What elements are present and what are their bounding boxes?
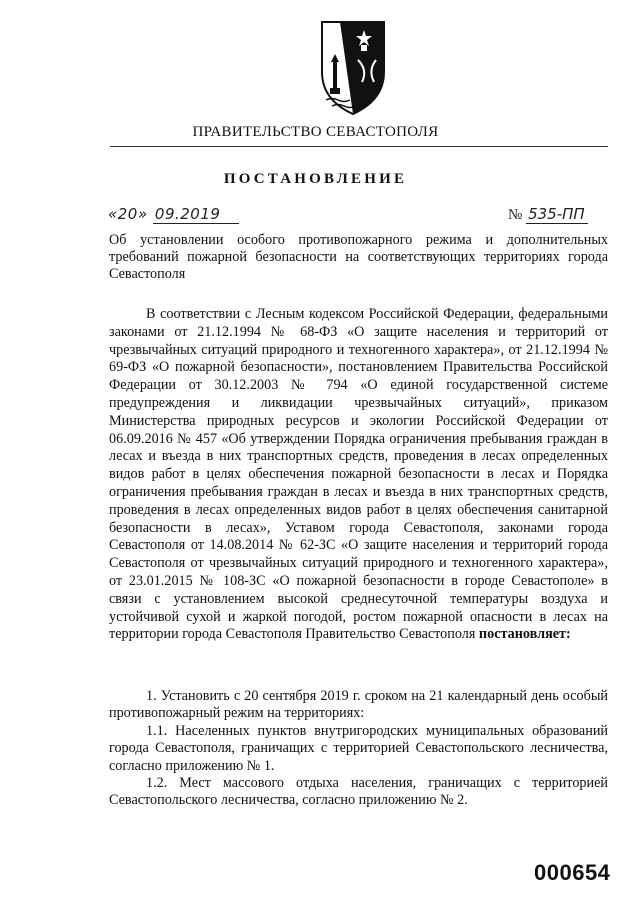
date-close-quote: » bbox=[137, 205, 148, 223]
serial-number: 000654 bbox=[534, 860, 611, 885]
preamble-text: В соответствии с Лесным кодексом Российской Федерации, федеральными законами от 21.12.1994 № 68-ФЗ «О защите населения и территорий от чрезвычайных ситуаций природного и техногенного характера», от 21.12.1994 № 69-ФЗ «О пожарной безопасности», постановлением Правительства Российской Федерации от 30.12.2003 № 794 «О единой государственной системе предупреждения и ликвидации чрезвычайных ситуаций», приказом Министерства природных ресурсов и экологии Российской Федерации от 06.09.2016 № 457 «Об утверждении Порядка ограничения пребывания граждан в лесах и въезда в них транспортных средств, проведения в лесах определенных видов работ в целях обеспечения пожарной безопасности в лесах и Порядка ограничения пребывания граждан в лесах и въезда в них транспортных средств, проведения в лесах определенных видов работ в целях обеспечения санитарной безопасности в лесах», Уставом города Севастополя, законами города Севастополя от 14.08.2014 № 62-ЗС «О защите населения и территорий города Севастополя от чрезвычайных ситуаций природного и техногенного характера», от 23.01.2015 № 108-ЗС «О пожарной безопасности в городе Севастополе» в связи с установлением высокой среднесуточной температуры воздуха и устойчивой сухой и жаркой погодой, ростом пожарной опасности в лесах на территории города Севастополя Правительство Севастополя bbox=[109, 306, 608, 643]
document-date bbox=[108, 205, 239, 224]
clause-1: 1. Установить с 20 сентября 2019 г. сроком на 21 календарный день особый противопожарный режим на территориях: bbox=[109, 688, 608, 722]
clause-1-2: 1.2. Мест массового отдыха населения, граничащих с территорией Севастопольского лесничества, согласно приложению № 2. bbox=[109, 775, 608, 809]
government-title: ПРАВИТЕЛЬСТВО СЕВАСТОПОЛЯ bbox=[192, 124, 439, 140]
date-open-quote: « bbox=[108, 205, 118, 223]
document-type-heading: ПОСТАНОВЛЕНИЕ bbox=[223, 171, 408, 187]
coat-of-arms-icon bbox=[318, 20, 388, 116]
document-subject: Об установлении особого противопожарного режима и дополнительных требований пожарной безопасности на соответствующих территориях города Севастополя bbox=[109, 232, 608, 283]
resolves-word: постановляет: bbox=[478, 626, 571, 643]
clause-1-1: 1.1. Населенных пунктов внутригородских муниципальных образований города Севастополя, граничащих с территорией Севастопольского лесничества, согласно приложению № 1. bbox=[109, 723, 608, 774]
title-divider bbox=[110, 146, 608, 147]
date-month-year: 09.2019 bbox=[153, 205, 239, 224]
number-sign: № bbox=[508, 207, 523, 223]
document-number bbox=[508, 205, 588, 224]
preamble-paragraph bbox=[109, 306, 608, 644]
number-value: 535-ПП bbox=[526, 205, 588, 224]
date-day: 20 bbox=[117, 205, 138, 223]
